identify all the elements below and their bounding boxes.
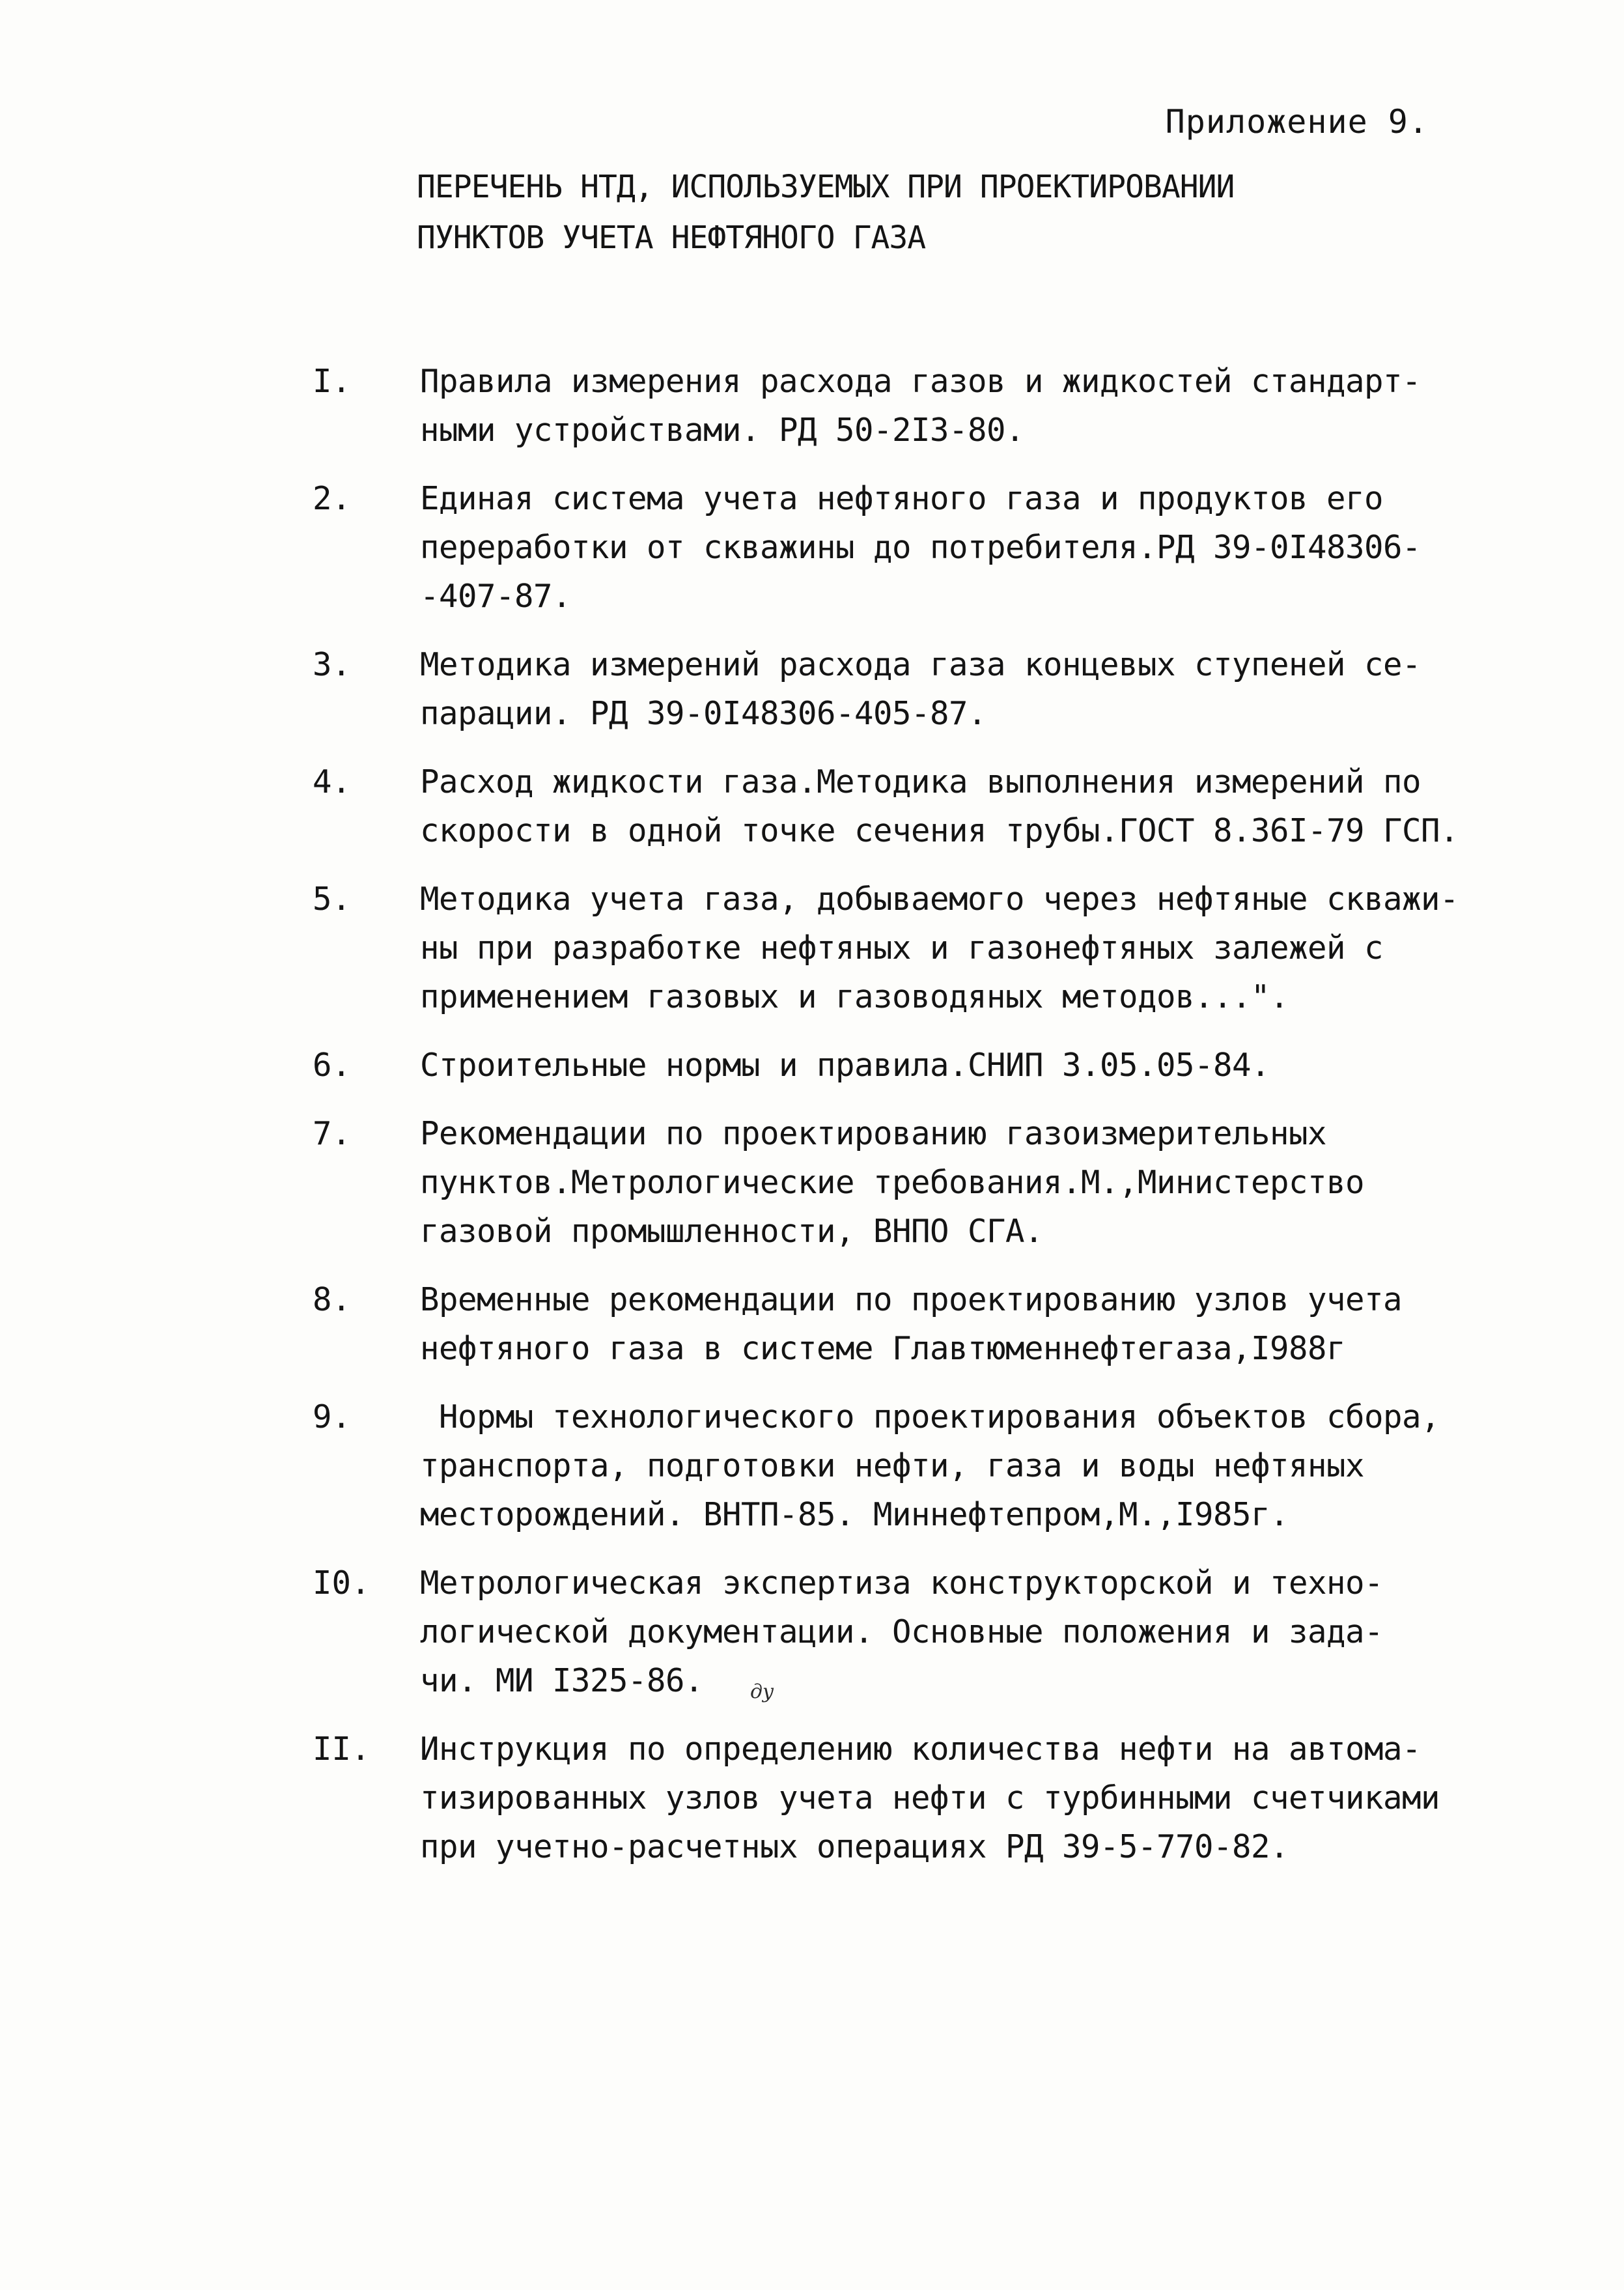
list-item — [313, 1392, 1550, 1539]
item-line: ны при разработке нефтяных и газонефтяных залежей с — [420, 929, 1384, 967]
title-line-2: ПУНКТОВ УЧЕТА НЕФТЯНОГО ГАЗА — [417, 219, 926, 256]
list-item — [313, 357, 1550, 455]
item-number: II. — [313, 1731, 371, 1768]
item-line: переработки от скважины до потребителя.РД 39-0I48306- — [420, 529, 1421, 566]
item-text — [420, 1559, 1550, 1705]
item-line: Рекомендации по проектированию газоизмерительных — [420, 1115, 1327, 1152]
item-text — [420, 757, 1550, 855]
item-line: скорости в одной точке сечения трубы.ГОСТ 8.36I-79 ГСП. — [420, 812, 1459, 849]
item-text — [420, 474, 1550, 621]
item-line: Строительные нормы и правила.СНИП 3.05.05-84. — [420, 1047, 1270, 1084]
item-text — [420, 1725, 1550, 1871]
item-number: I. — [313, 363, 352, 400]
list-item — [313, 1559, 1550, 1705]
item-text — [420, 1109, 1550, 1256]
item-line: чи. МИ I325-86. — [420, 1662, 704, 1699]
item-text — [420, 1275, 1550, 1373]
item-number: 9. — [313, 1398, 352, 1435]
list-item — [313, 640, 1550, 738]
item-line: Временные рекомендации по проектированию узлов учета — [420, 1281, 1403, 1318]
item-line: Нормы технологического проектирования объектов сбора, — [420, 1398, 1440, 1435]
list-item — [313, 875, 1550, 1021]
item-number: 2. — [313, 480, 352, 517]
item-line: -407-87. — [420, 578, 572, 615]
item-number: 6. — [313, 1047, 352, 1084]
item-text — [420, 1392, 1550, 1539]
item-line: Расход жидкости газа.Методика выполнения измерений по — [420, 763, 1421, 800]
item-text — [420, 1041, 1550, 1090]
item-line: парации. РД 39-0I48306-405-87. — [420, 695, 987, 732]
list-item — [313, 1275, 1550, 1373]
item-line: Единая система учета нефтяного газа и продуктов его — [420, 480, 1384, 517]
item-line: пунктов.Метрологические требования.М.,Министерство — [420, 1164, 1365, 1201]
item-line: Метрологическая экспертиза конструкторской и техно- — [420, 1564, 1384, 1602]
item-number: 3. — [313, 646, 352, 683]
item-number: 5. — [313, 881, 352, 918]
list-item — [313, 1109, 1550, 1256]
reference-list — [313, 357, 1550, 1891]
document-title — [417, 162, 1234, 263]
list-item — [313, 757, 1550, 855]
appendix-label: Приложение 9. — [1165, 103, 1429, 141]
item-line: применением газовых и газоводяных методов...". — [420, 978, 1289, 1015]
item-text — [420, 640, 1550, 738]
title-line-1: ПЕРЕЧЕНЬ НТД, ИСПОЛЬЗУЕМЫХ ПРИ ПРОЕКТИРОВАНИИ — [417, 169, 1235, 205]
item-line: тизированных узлов учета нефти с турбинными счетчиками — [420, 1779, 1440, 1816]
item-line: логической документации. Основные положения и зада- — [420, 1613, 1384, 1650]
item-line: при учетно-расчетных операциях РД 39-5-770-82. — [420, 1828, 1289, 1865]
item-text — [420, 875, 1550, 1021]
item-text — [420, 357, 1550, 455]
item-number: 4. — [313, 763, 352, 800]
item-line: месторождений. ВНТП-85. Миннефтепром,М.,I985г. — [420, 1496, 1289, 1533]
item-line: транспорта, подготовки нефти, газа и воды нефтяных — [420, 1447, 1365, 1484]
item-number: 7. — [313, 1115, 352, 1152]
list-item — [313, 1041, 1550, 1090]
item-line: газовой промышленности, ВНПО СГА. — [420, 1213, 1044, 1250]
item-line: Методика измерений расхода газа концевых ступеней се- — [420, 646, 1421, 683]
item-line: ными устройствами. РД 50-2I3-80. — [420, 412, 1025, 449]
item-line: нефтяного газа в системе Главтюменнефтегаза,I988г — [420, 1330, 1346, 1367]
list-item — [313, 1725, 1550, 1871]
item-line: Инструкция по определению количества нефти на автома- — [420, 1731, 1421, 1768]
handwritten-correction: ду — [750, 1680, 774, 1703]
item-number: I0. — [313, 1564, 371, 1602]
item-line: Правила измерения расхода газов и жидкостей стандарт- — [420, 363, 1421, 400]
list-item — [313, 474, 1550, 621]
item-number: 8. — [313, 1281, 352, 1318]
item-line: Методика учета газа, добываемого через нефтяные скважи- — [420, 881, 1459, 918]
